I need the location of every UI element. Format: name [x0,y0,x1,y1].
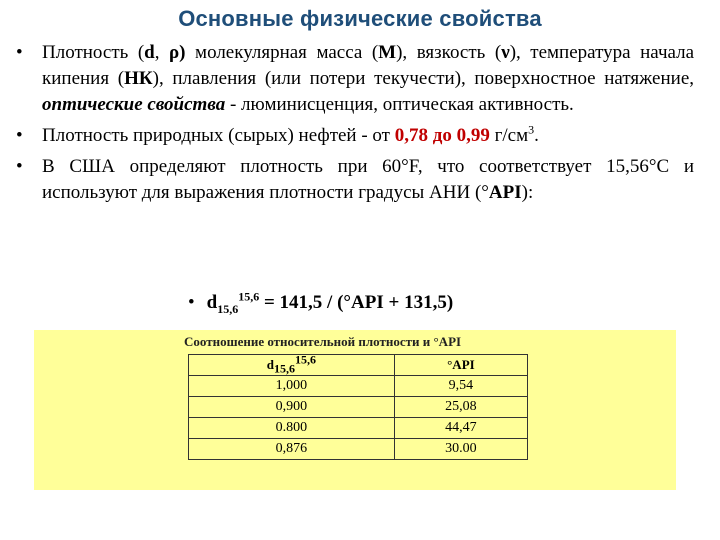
api-formula: • $d_{15,6}^{15,6} = 141,5 / (^\circ API + 131,5)$ [188,289,454,316]
api-cell: 44,47 [394,418,527,439]
density-cell: 1,000 [189,376,395,397]
bullet-list [14,40,694,211]
density-cell: 0.800 [189,418,395,439]
header-api: °API [394,355,527,376]
bullet-marker: • [16,156,23,177]
bullet-marker: • [188,292,195,313]
density-min: 0,78 [394,125,428,146]
header-density: $d_{15,6}^{15,6}$ [189,355,395,376]
table-row [189,397,528,418]
bullet-marker: • [16,125,23,146]
bullet-density-range: • Плотность природных (сырых) нефтей - от 0,78 до 0,99 $г/см^3$. [14,123,694,149]
slide-title: Основные физические свойства [178,6,542,31]
density-cell: 0,900 [189,397,395,418]
api-cell: 9,54 [394,376,527,397]
bullet-marker: • [16,42,23,63]
table-caption: Соотношение относительной плотности и °API [184,334,462,349]
table-row [189,376,528,397]
optical-properties-term: оптические свойства [42,94,226,115]
api-cell: 30.00 [394,439,527,460]
api-cell: 25,08 [394,397,527,418]
api-table-panel [34,330,676,490]
table-row [189,439,528,460]
bullet-properties: • Плотность (d, ρ) молекулярная масса (М), вязкость (ν), температура начала кипения (НК), плавления (или потери текучести), поверхностное натяжение, оптические свойства - люминисценция, оптическая активность. [16,42,695,115]
bullet-api-usa: • В США определяют плотность при 60°F, что соответствует 15,56°С и используют для выражения плотности градусы АНИ (°API): [16,156,694,203]
table-header-row [189,355,528,376]
density-max: 0,99 [456,125,490,146]
api-density-table [188,354,528,460]
density-cell: 0,876 [189,439,395,460]
table-row [189,418,528,439]
